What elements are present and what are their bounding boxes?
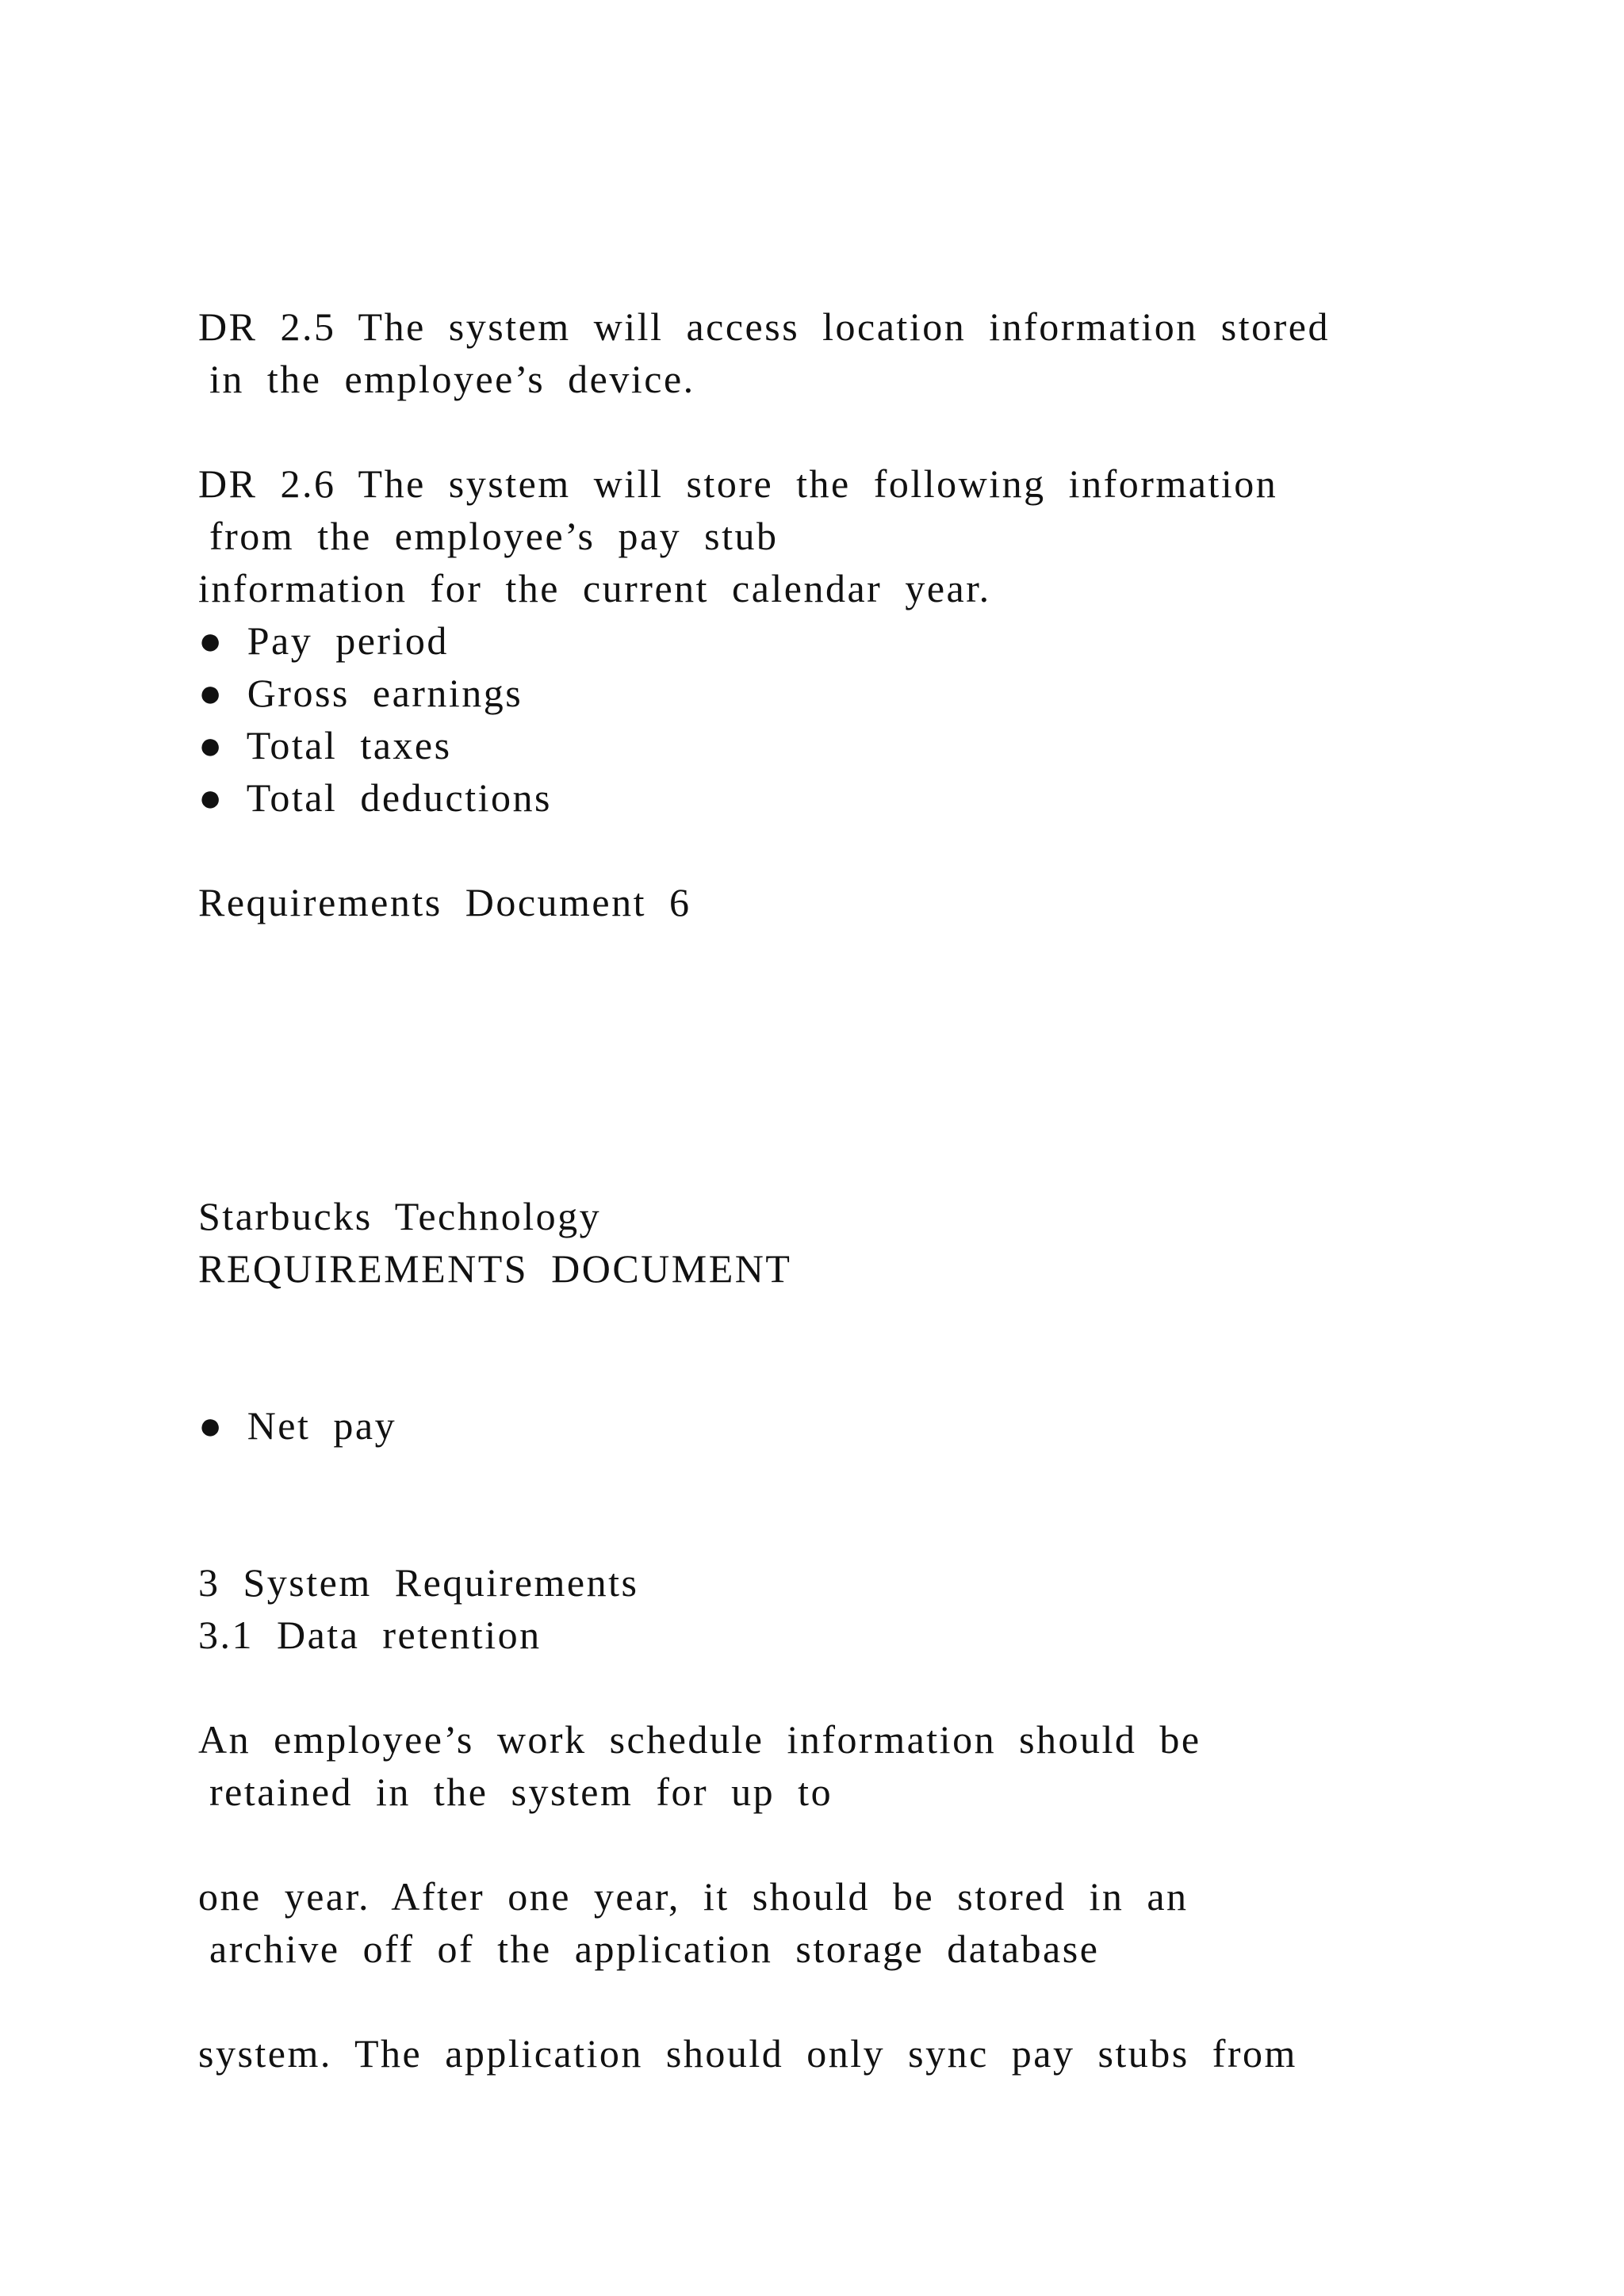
section-heading: 3 System Requirements	[198, 1560, 639, 1605]
dr-2-5-line-2: in the employee’s device.	[209, 357, 695, 401]
paragraph-line-2: retained in the system for up to	[209, 1770, 833, 1814]
bullet-total-taxes: ● Total taxes	[198, 723, 452, 767]
header-company: Starbucks Technology	[198, 1194, 602, 1238]
page-footer-label: Requirements Document 6	[198, 880, 691, 924]
paragraph-line-1: An employee’s work schedule information should be	[198, 1717, 1201, 1762]
paragraph-line-5: system. The application should only sync pay stubs from	[198, 2031, 1297, 2076]
paragraph-line-3: one year. After one year, it should be stored in an	[198, 1874, 1189, 1919]
dr-2-6-line-2: from the employee’s pay stub	[209, 514, 779, 558]
bullet-net-pay: ● Net pay	[198, 1403, 397, 1448]
bullet-pay-period: ● Pay period	[198, 618, 449, 663]
subsection-heading: 3.1 Data retention	[198, 1613, 542, 1657]
bullet-gross-earnings: ● Gross earnings	[198, 671, 523, 715]
dr-2-5-line-1: DR 2.5 The system will access location information stored	[198, 304, 1330, 349]
paragraph-line-4: archive off of the application storage database	[209, 1927, 1100, 1971]
header-document-title: REQUIREMENTS DOCUMENT	[198, 1246, 792, 1291]
dr-2-6-line-1: DR 2.6 The system will store the following information	[198, 461, 1278, 506]
dr-2-6-line-3: information for the current calendar year.	[198, 566, 991, 610]
bullet-total-deductions: ● Total deductions	[198, 775, 552, 820]
